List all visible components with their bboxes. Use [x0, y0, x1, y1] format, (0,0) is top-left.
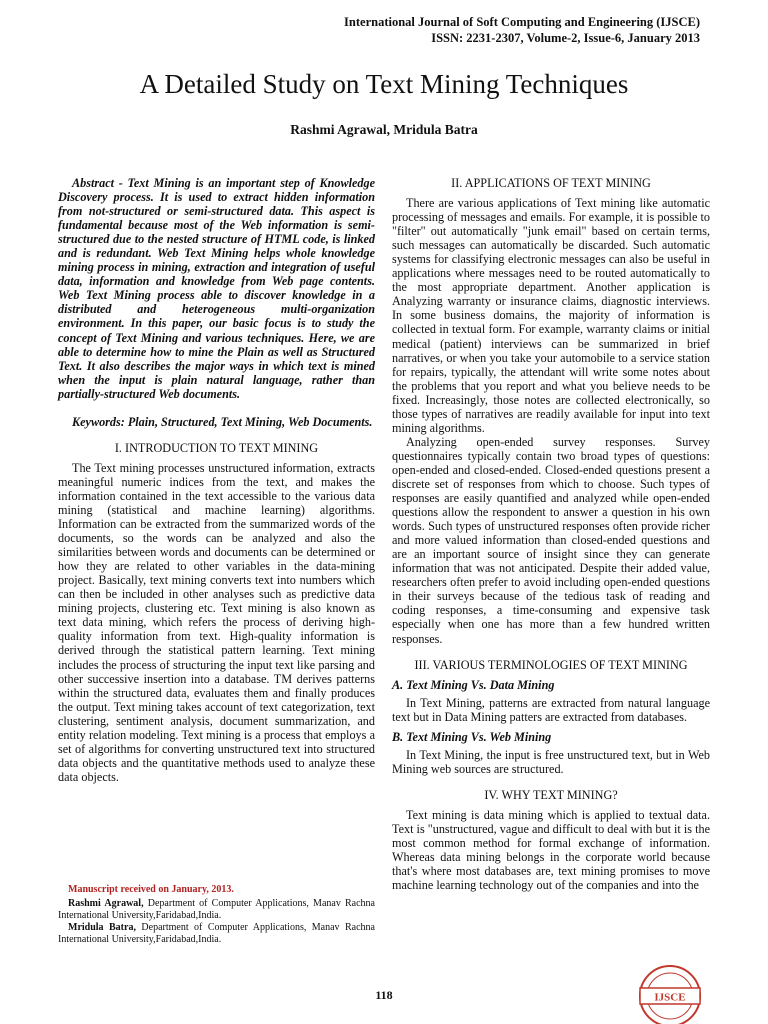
logo-text: IJSCE: [654, 991, 686, 1004]
why-paragraph: Text mining is data mining which is applied to textual data. Text is "unstructured, vague and difficult to deal with but it is the most common method for formal exchange of information. Whereas data mining belongs in the corporate world because that's where most databases are, text mining promises to move machine learning technology out of the companies and into the: [392, 807, 710, 893]
subsection-b-paragraph: In Text Mining, the input is free unstructured text, but in Web Mining web sources are structured.: [392, 747, 710, 776]
why-heading: IV. WHY TEXT MINING?: [484, 787, 618, 802]
journal-issn: ISSN: 2231-2307, Volume-2, Issue-6, January 2013: [431, 31, 700, 45]
footnote: [58, 884, 375, 946]
left-column: [58, 176, 375, 784]
author1-affiliation: Rashmi Agrawal, Department of Computer Applications, Manav Rachna International University,Faridabad,India.: [58, 898, 375, 921]
ijsce-logo: [628, 962, 712, 1024]
journal-header: [344, 14, 700, 46]
page-number: 118: [375, 988, 393, 1002]
abstract: Abstract - Text Mining is an important step of Knowledge Discovery process. It is used to extract hidden information from not-structured or semi-structured data. This aspect is fundamental because most of the Web information is semi-structured due to the nested structure of HTML code, is linked and is redundant. Web Text Mining helps whole knowledge mining process in mining, extraction and integration of useful data, information and knowledge from Web page contents. Web Text Mining process able to discover knowledge in a distributed and heterogeneous multi-organization environment. In this paper, our basic focus is to study the concept of Text Mining and various techniques. Here, we are able to determine how to mine the Plain as well as Structured Text. It also describes the major ways in which text is mined when the input is plain natural language, rather than partially-structured Web documents.: [58, 176, 375, 401]
journal-name: International Journal of Soft Computing and Engineering (IJSCE): [344, 15, 700, 29]
manuscript-received: Manuscript received on January, 2013.: [68, 884, 234, 895]
keywords: Keywords: Plain, Structured, Text Mining, Web Documents.: [72, 414, 373, 429]
right-column: [392, 176, 710, 892]
subsection-a-heading: A. Text Mining Vs. Data Mining: [392, 677, 555, 692]
applications-paragraph-1: There are various applications of Text mining like automatic processing of messages and emails. For example, it is possible to "filter" out automatically "junk email" based on certain terms, such messages can automatically be discarded. Such automatic systems for classifying electronic messages can also be useful in applications where messages need to be routed automatically to the most appropriate department. Another application is Analyzing warranty or insurance claims, diagnostic interviews. In some business domains, the majority of information is collected in textual form. For example, warranty claims or initial medical (patient) interviews can be summarized in brief narratives, or when you take your automobile to a service station for repairs, typically, the attendant will write some notes about the problems that you report and what you believe needs to be fixed. Increasingly, those notes are collected electronically, so those types of narratives are readily available for input into text mining algorithms.: [392, 196, 710, 435]
author2-affiliation: Mridula Batra, Department of Computer Applications, Manav Rachna International University,Faridabad,India.: [58, 922, 375, 945]
paper-title: A Detailed Study on Text Mining Techniques: [139, 69, 629, 99]
terminologies-heading: III. VARIOUS TERMINOLOGIES OF TEXT MINING: [414, 657, 688, 672]
subsection-b-heading: B. Text Mining Vs. Web Mining: [392, 729, 552, 744]
applications-heading: II. APPLICATIONS OF TEXT MINING: [451, 176, 651, 190]
subsection-a-paragraph: In Text Mining, patterns are extracted from natural language text but in Data Mining patters are extracted from databases.: [392, 695, 710, 724]
intro-heading: I. INTRODUCTION TO TEXT MINING: [114, 440, 319, 455]
intro-paragraph: The Text mining processes unstructured information, extracts meaningful numeric indices from the text, and makes the information contained in the text accessible to the various data mining (statistical and machine learning) algorithms. Information can be extracted from the summarized words of the documents, so the words can be analyzed and also the similarities between words and documents can be determined or how they are related to other variables in the data-mining project. Basically, text mining converts text into numbers which can then be included in other analyses such as predictive data mining projects, clustering etc. Text mining is also known as text data mining, which refers the process of deriving high-quality information from text. High-quality information is derived through the statistical pattern learning. Text mining includes the process of structuring the input text like parsing and other successive insertion into a database. TM derives patterns within the structured data, evaluates them and finally produces the output. Text mining takes account of text categorization, text clustering, sentiment analysis, document summarization, and entity relation modeling. Text mining is a process that employs a set of algorithms for converting unstructured text into structured data objects and the quantitative methods used to analyze these data objects.: [58, 460, 375, 784]
paper-authors: Rashmi Agrawal, Mridula Batra: [290, 122, 478, 137]
applications-paragraph-2: Analyzing open-ended survey responses. Survey questionnaires typically contain two broad types of questions: open-ended and closed-ended. Closed-ended questions present a discrete set of responses from which to choose. Such types of responses are easily quantified and analyzed while open-ended questions allow the respondent to answer a question in his own words. Such types of unstructured responses often provide richer and more valued information than closed-ended questions and are an important source of insight since they can generate information that was not anticipated. Despite their added value, researchers often prefer to avoid including open-ended questions in their surveys because of the tedious task of reading and coding responses, a time-consuming and expensive task especially when one has more than a few hundred written responses.: [392, 434, 710, 646]
